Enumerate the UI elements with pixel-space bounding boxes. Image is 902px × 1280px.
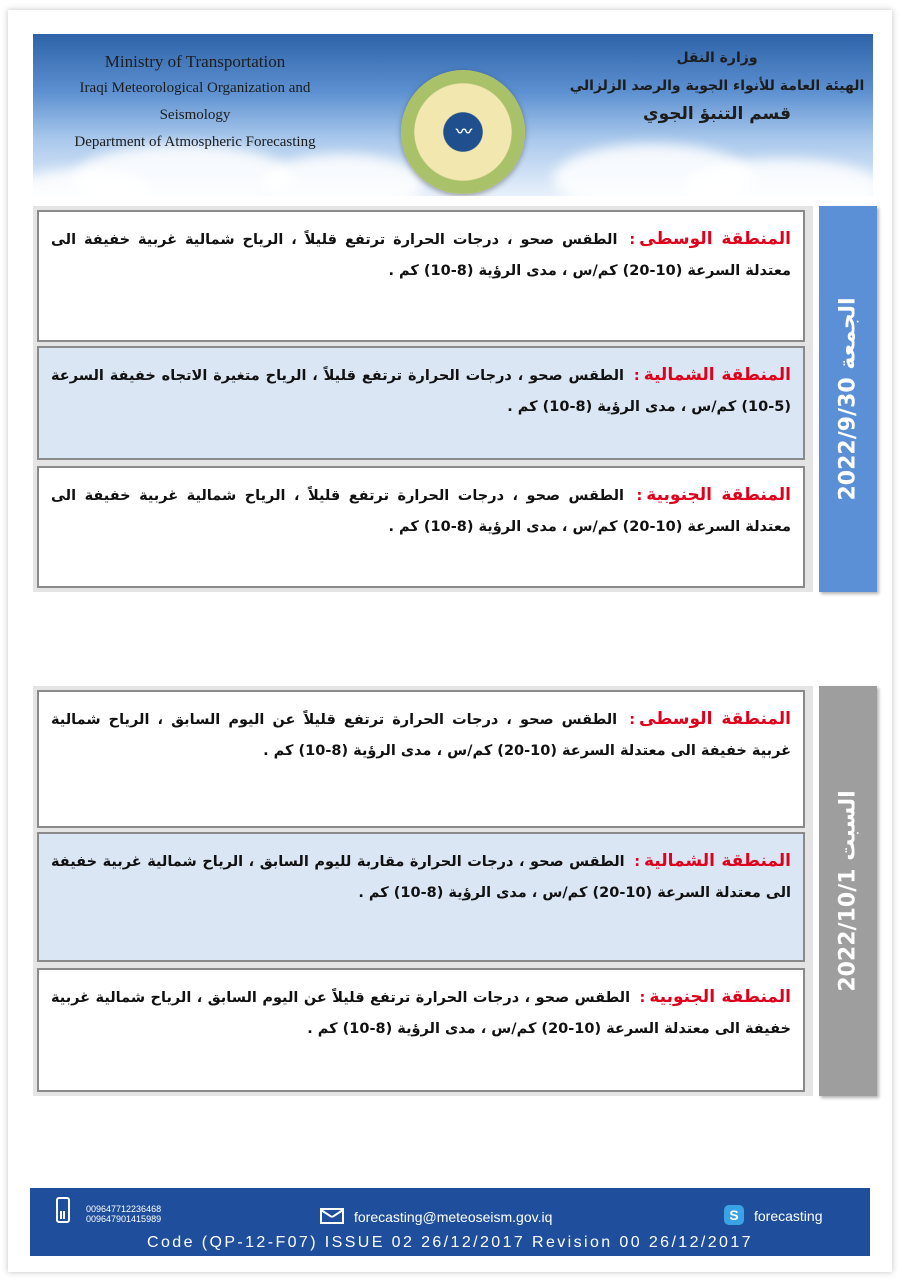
- header-arabic: [567, 44, 867, 128]
- region-north: [37, 832, 805, 962]
- region-central: [37, 210, 805, 342]
- region-colon: :: [629, 712, 636, 728]
- region-colon: :: [629, 232, 636, 248]
- region-title: المنطقة الوسطى: [639, 229, 791, 249]
- region-forecast-text: الطقس صحو ، درجات الحرارة ترتفع قليلاً عن اليوم السابق ، الرياح شمالية غربية خفيفة الى معتدلة السرعة (10-20) كم/س ، مدى الرؤية (8-10) كم .: [51, 990, 791, 1037]
- phone-icon: [56, 1197, 70, 1223]
- forecast-date: السبت 2022/10/1: [835, 790, 861, 992]
- region-forecast-text: الطقس صحو ، درجات الحرارة مقاربة لليوم السابق ، الرياح شمالية غربية خفيفة الى معتدلة السرعة (10-20) كم/س ، مدى الرؤية (8-10) كم .: [51, 854, 791, 901]
- forecast-day-2: [33, 686, 877, 1096]
- region-colon: :: [636, 488, 643, 504]
- forecast-date: الجمعة 2022/9/30: [835, 297, 861, 501]
- region-title: المنطقة الشمالية: [644, 851, 791, 871]
- contact-email[interactable]: forecasting@meteoseism.gov.iq: [354, 1209, 553, 1225]
- skype-handle[interactable]: forecasting: [754, 1208, 823, 1224]
- region-forecast-text: الطقس صحو ، درجات الحرارة ترتفع قليلاً ، الرياح شمالية غربية خفيفة الى معتدلة السرعة (10-20) كم/س ، مدى الرؤية (8-10) كم .: [51, 232, 791, 279]
- region-south: [37, 968, 805, 1092]
- region-title: المنطقة الوسطى: [639, 709, 791, 729]
- footer: [30, 1188, 870, 1256]
- region-colon: :: [639, 990, 646, 1006]
- region-forecast-text: الطقس صحو ، درجات الحرارة ترتفع قليلاً ، الرياح شمالية غربية خفيفة الى معتدلة السرعة (10-20) كم/س ، مدى الرؤية (8-10) كم .: [51, 488, 791, 535]
- region-forecast-text: الطقس صحو ، درجات الحرارة ترتفع قليلاً ، الرياح متغيرة الاتجاه خفيفة السرعة (5-10) كم/س ، مدى الرؤية (8-10) كم .: [51, 368, 791, 415]
- phone-number-1: 009647712236468: [86, 1204, 162, 1214]
- forecast-day-1: [33, 206, 877, 592]
- region-title: المنطقة الجنوبية: [646, 485, 791, 505]
- header-english: [45, 48, 345, 156]
- region-colon: :: [633, 368, 640, 384]
- logo-emblem-icon: 〰: [455, 122, 472, 141]
- region-title: المنطقة الشمالية: [643, 365, 791, 385]
- department-name-en: Department of Atmospheric Forecasting: [74, 134, 316, 150]
- region-north: [37, 346, 805, 460]
- ministry-name-ar: وزارة النقل: [676, 50, 758, 66]
- header-banner: [33, 34, 873, 196]
- skype-icon: S: [724, 1205, 744, 1225]
- organization-name-ar: الهيئة العامة للأنواء الجوية والرصد الزلزالي: [569, 78, 865, 94]
- phone-number-2: 009647901415989: [86, 1214, 162, 1224]
- organization-name-en: Iraqi Meteorological Organization and Seismology: [79, 80, 311, 123]
- date-strip: [819, 206, 877, 592]
- region-south: [37, 466, 805, 588]
- department-name-ar: قسم التنبؤ الجوي: [643, 104, 791, 124]
- region-title: المنطقة الجنوبية: [649, 987, 791, 1007]
- ministry-name-en: Ministry of Transportation: [104, 52, 286, 71]
- document-code: Code (QP-12-F07) ISSUE 02 26/12/2017 Revision 00 26/12/2017: [147, 1234, 753, 1251]
- region-central: [37, 690, 805, 828]
- region-forecast-text: الطقس صحو ، درجات الحرارة ترتفع قليلاً عن اليوم السابق ، الرياح شمالية غربية خفيفة الى معتدلة السرعة (10-20) كم/س ، مدى الرؤية (8-10) كم .: [51, 712, 791, 759]
- phone-numbers: [86, 1204, 161, 1224]
- mail-icon: [320, 1208, 344, 1224]
- date-strip: [819, 686, 877, 1096]
- region-colon: :: [634, 854, 640, 870]
- organization-logo: [401, 70, 525, 194]
